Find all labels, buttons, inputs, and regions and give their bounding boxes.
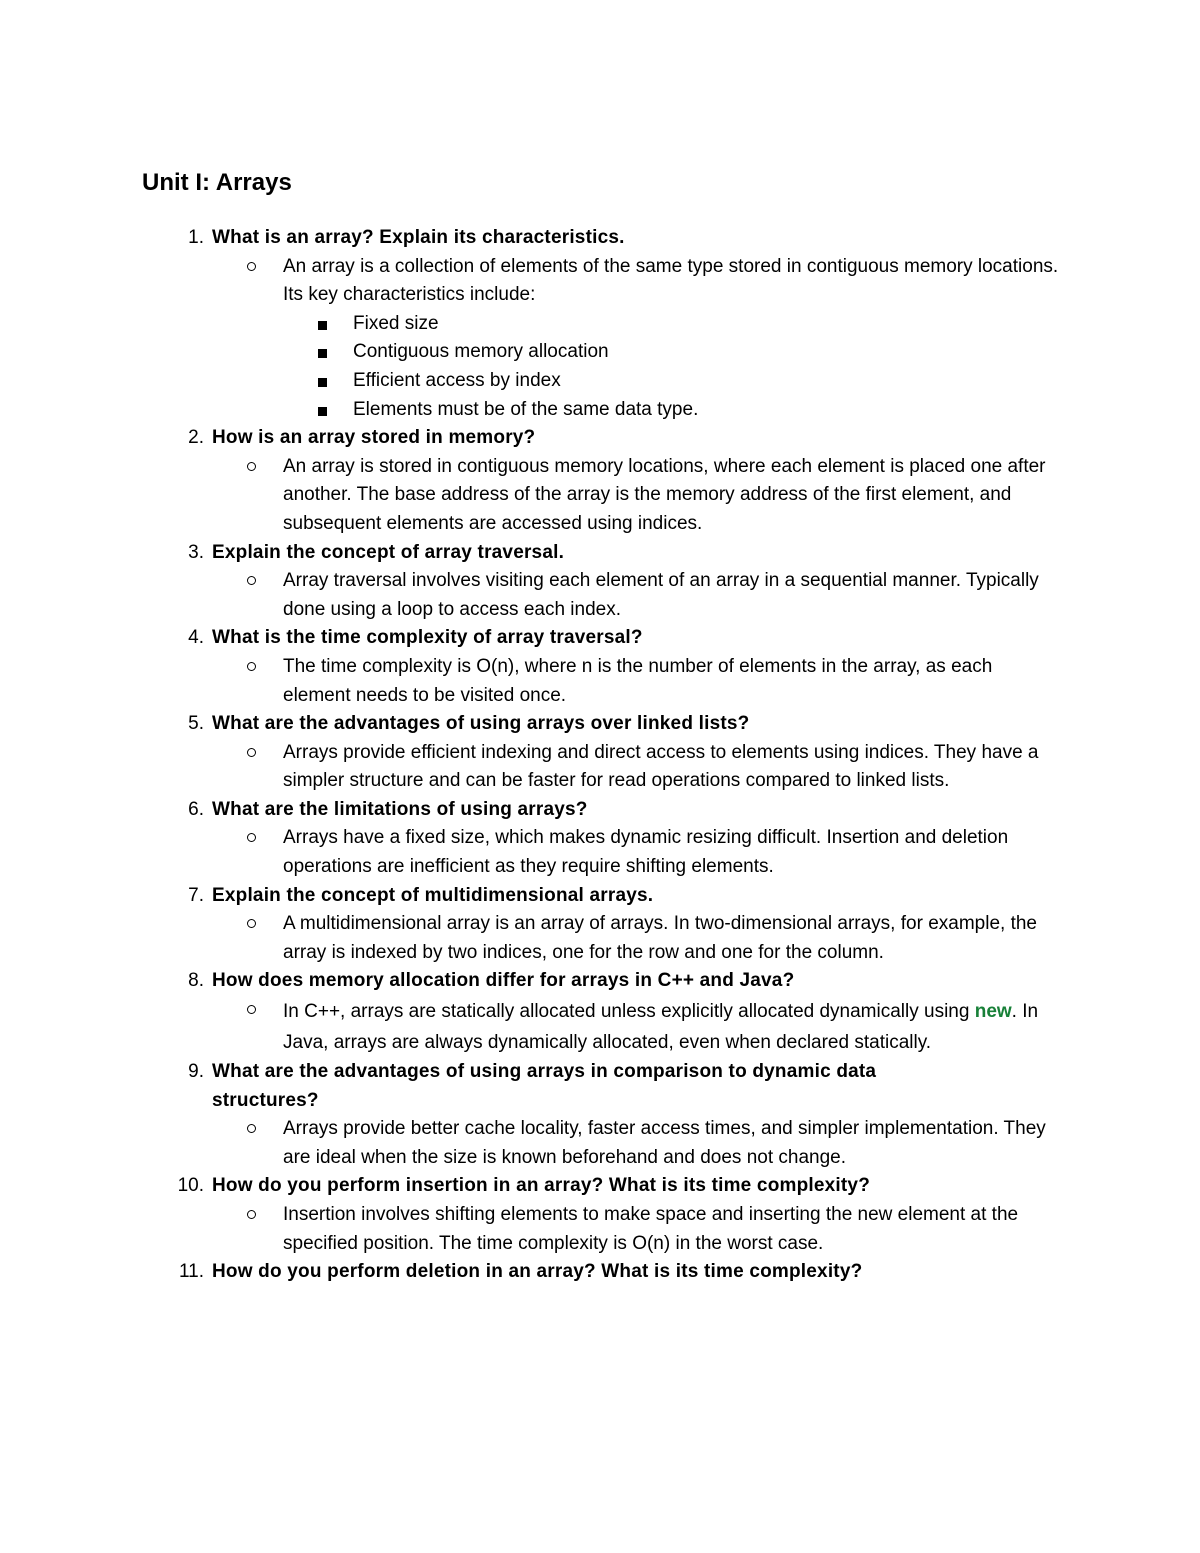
question-text: What are the limitations of using arrays? <box>212 798 588 820</box>
hollow-circle-bullet-icon <box>247 662 256 671</box>
answer-list <box>0 567 1200 624</box>
answer-item <box>0 739 1200 796</box>
question-number: 4. <box>188 627 204 649</box>
answer-text: Arrays provide better cache locality, faster access times, and simpler implementation. They are ideal when the size is known beforehand and does not change. <box>283 1118 1046 1168</box>
answer-list <box>0 253 1200 425</box>
answer-text-after: . In Java, arrays are always dynamically allocated, even when declared statically. <box>283 1001 1039 1054</box>
answer-item <box>0 567 1200 624</box>
characteristic-text: Contiguous memory allocation <box>353 341 609 363</box>
characteristic-item <box>0 338 1200 367</box>
answer-list <box>0 824 1200 881</box>
hollow-circle-bullet-icon <box>247 462 256 471</box>
list-item <box>0 1172 1200 1258</box>
question-text: What is an array? Explain its characteristics. <box>212 227 625 248</box>
hollow-circle-bullet-icon <box>247 1124 256 1133</box>
answer-list <box>0 996 1200 1058</box>
answer-list <box>0 1115 1200 1172</box>
characteristic-text: Fixed size <box>353 312 439 334</box>
characteristic-item <box>0 310 1200 339</box>
question-number: 1. <box>188 227 204 248</box>
page-title: Unit I: Arrays <box>142 169 292 196</box>
answer-item <box>0 996 1200 1058</box>
characteristic-item <box>0 396 1200 425</box>
answer-text: Arrays have a fixed size, which makes dynamic resizing difficult. Insertion and deletion operations are inefficient as they require shifting elements. <box>283 827 1009 878</box>
answer-list <box>0 653 1200 710</box>
square-bullet-icon <box>318 378 327 387</box>
question-text: Explain the concept of array traversal. <box>212 541 565 563</box>
question-number: 5. <box>188 713 204 735</box>
question-number: 10. <box>177 1175 204 1197</box>
code-keyword-new: new <box>974 1001 1012 1023</box>
question-number: 11. <box>178 1261 204 1283</box>
question-text: How do you perform deletion in an array? What is its time complexity? <box>212 1261 863 1283</box>
answer-item <box>0 653 1200 710</box>
question-number: 7. <box>188 884 204 906</box>
hollow-circle-bullet-icon <box>247 262 256 271</box>
question-text: How is an array stored in memory? <box>212 427 536 449</box>
characteristics-list <box>0 310 1200 424</box>
characteristic-text: Elements must be of the same data type. <box>353 398 699 420</box>
answer-text <box>283 996 1063 1058</box>
answer-text: An array is stored in contiguous memory locations, where each element is placed one after another. The base address of the array is the memory address of the first element, and subsequent elements are accessed using indices. <box>283 455 1046 534</box>
hollow-circle-bullet-icon <box>247 748 256 757</box>
square-bullet-icon <box>318 407 327 416</box>
list-item <box>0 796 1200 882</box>
list-item <box>0 967 1200 1058</box>
list-item <box>0 710 1200 796</box>
square-bullet-icon <box>318 321 327 330</box>
list-item <box>0 882 1200 968</box>
characteristic-text: Efficient access by index <box>353 369 561 391</box>
answer-item <box>0 1115 1200 1172</box>
answer-text: Arrays provide efficient indexing and direct access to elements using indices. They have a simpler structure and can be faster for read operations compared to linked lists. <box>283 741 1039 792</box>
answer-text-before: In C++, arrays are statically allocated unless explicitly allocated dynamically using <box>283 1001 975 1023</box>
answer-list <box>0 1201 1200 1258</box>
answer-item <box>0 910 1200 967</box>
answer-list <box>0 453 1200 539</box>
question-number: 9. <box>188 1061 204 1083</box>
question-text: How do you perform insertion in an array? What is its time complexity? <box>212 1175 870 1197</box>
question-number: 8. <box>188 970 204 992</box>
question-list <box>0 224 1200 1287</box>
answer-list <box>0 910 1200 967</box>
characteristic-item <box>0 367 1200 396</box>
list-item <box>0 624 1200 710</box>
answer-text: Array traversal involves visiting each element of an array in a sequential manner. Typically done using a loop to access each index. <box>283 570 1039 620</box>
hollow-circle-bullet-icon <box>247 919 256 928</box>
question-text: Explain the concept of multidimensional arrays. <box>212 884 654 906</box>
list-item <box>0 539 1200 625</box>
hollow-circle-bullet-icon <box>247 1005 256 1014</box>
answer-text: A multidimensional array is an array of arrays. In two-dimensional arrays, for example, the array is indexed by two indices, one for the row and one for the column. <box>283 913 1037 963</box>
list-item <box>0 1258 1200 1287</box>
question-text: How does memory allocation differ for arrays in C++ and Java? <box>212 970 795 992</box>
question-number: 6. <box>188 798 204 820</box>
list-item <box>0 1058 1200 1172</box>
answer-item <box>0 253 1200 425</box>
question-text: What are the advantages of using arrays over linked lists? <box>212 713 750 735</box>
answer-text: Insertion involves shifting elements to make space and inserting the new element at the specified position. The time complexity is O(n) in the worst case. <box>283 1204 1019 1254</box>
answer-text: The time complexity is O(n), where n is the number of elements in the array, as each element needs to be visited once. <box>283 655 993 706</box>
answer-text: An array is a collection of elements of the same type stored in contiguous memory locations. Its key characteristics include: <box>283 255 1059 306</box>
question-number: 3. <box>188 541 204 563</box>
hollow-circle-bullet-icon <box>247 833 256 842</box>
answer-item <box>0 453 1200 539</box>
question-number: 2. <box>188 427 204 449</box>
hollow-circle-bullet-icon <box>247 1210 256 1219</box>
question-text: What is the time complexity of array traversal? <box>212 627 643 649</box>
answer-list <box>0 739 1200 796</box>
answer-item <box>0 824 1200 881</box>
hollow-circle-bullet-icon <box>247 576 256 585</box>
question-text: What are the advantages of using arrays in comparison to dynamic data structures? <box>212 1061 877 1111</box>
answer-item <box>0 1201 1200 1258</box>
square-bullet-icon <box>318 349 327 358</box>
list-item <box>0 424 1200 538</box>
list-item <box>0 224 1200 424</box>
